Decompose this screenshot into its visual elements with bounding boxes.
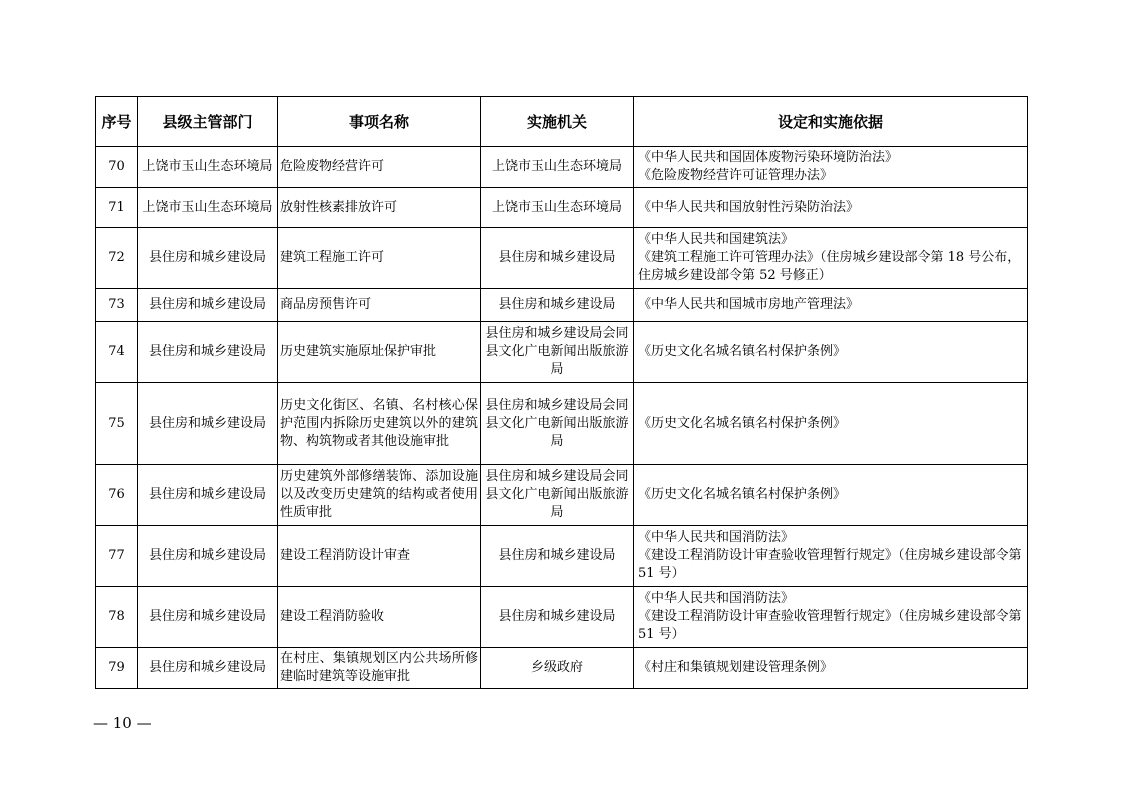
row-item: 历史建筑外部修缮装饰、添加设施以及改变历史建筑的结构或者使用性质审批 — [278, 465, 481, 526]
table-row — [96, 465, 1028, 526]
table-row — [96, 383, 1028, 465]
row-item: 建设工程消防设计审查 — [278, 526, 481, 587]
row-agency: 县住房和城乡建设局 — [481, 289, 634, 322]
row-basis — [634, 188, 1028, 228]
row-seq: 70 — [96, 147, 138, 188]
row-item: 建设工程消防验收 — [278, 587, 481, 648]
table-row — [96, 188, 1028, 228]
table-body — [96, 147, 1028, 689]
row-item: 历史建筑实施原址保护审批 — [278, 322, 481, 383]
table-row — [96, 228, 1028, 289]
row-item: 危险废物经营许可 — [278, 147, 481, 188]
header-basis: 设定和实施依据 — [634, 97, 1028, 147]
table-row — [96, 526, 1028, 587]
table-row — [96, 322, 1028, 383]
basis-line: 《历史文化名城名镇名村保护条例》 — [638, 415, 847, 431]
basis-line: 《中华人民共和国消防法》 — [638, 591, 795, 606]
header-agency: 实施机关 — [481, 97, 634, 147]
row-agency: 县住房和城乡建设局会同县文化广电新闻出版旅游局 — [481, 322, 634, 383]
row-agency: 乡级政府 — [481, 648, 634, 689]
row-agency: 县住房和城乡建设局 — [481, 228, 634, 289]
row-dept: 县住房和城乡建设局 — [138, 587, 278, 648]
row-basis — [634, 648, 1028, 689]
table-row — [96, 289, 1028, 322]
row-seq: 72 — [96, 228, 138, 289]
basis-line: 《中华人民共和国固体废物污染环境防治法》 — [638, 150, 899, 165]
basis-line: 《中华人民共和国放射性污染防治法》 — [638, 199, 860, 215]
basis-line: 《中华人民共和国建筑法》 — [638, 232, 795, 247]
row-item: 建筑工程施工许可 — [278, 228, 481, 289]
basis-line: 《村庄和集镇规划建设管理条例》 — [638, 660, 834, 675]
row-dept: 县住房和城乡建设局 — [138, 383, 278, 465]
row-dept: 县住房和城乡建设局 — [138, 648, 278, 689]
table-row — [96, 648, 1028, 689]
row-dept: 县住房和城乡建设局 — [138, 322, 278, 383]
row-basis — [634, 465, 1028, 526]
basis-line: 《危险废物经营许可证管理办法》 — [638, 168, 834, 183]
header-seq: 序号 — [96, 97, 138, 147]
row-seq: 79 — [96, 648, 138, 689]
basis-line: 《建设工程消防设计审查验收管理暂行规定》（住房城乡建设部令第 51 号） — [638, 548, 1022, 581]
row-agency: 县住房和城乡建设局会同县文化广电新闻出版旅游局 — [481, 383, 634, 465]
row-dept: 县住房和城乡建设局 — [138, 465, 278, 526]
row-dept: 县住房和城乡建设局 — [138, 526, 278, 587]
basis-line: 《历史文化名城名镇名村保护条例》 — [638, 344, 847, 359]
row-seq: 71 — [96, 188, 138, 228]
basis-line: 《建筑工程施工许可管理办法》（住房城乡建设部令第 18 号公布，住房城乡建设部令第 52 号修正） — [638, 250, 1021, 283]
row-basis — [634, 147, 1028, 188]
row-seq: 78 — [96, 587, 138, 648]
row-seq: 73 — [96, 289, 138, 322]
row-dept: 上饶市玉山生态环境局 — [138, 147, 278, 188]
row-item: 商品房预售许可 — [278, 289, 481, 322]
row-basis — [634, 228, 1028, 289]
row-agency: 县住房和城乡建设局 — [481, 587, 634, 648]
header-dept: 县级主管部门 — [138, 97, 278, 147]
basis-line: 《历史文化名城名镇名村保护条例》 — [638, 487, 847, 502]
row-dept: 上饶市玉山生态环境局 — [138, 188, 278, 228]
row-agency: 上饶市玉山生态环境局 — [481, 188, 634, 228]
basis-line: 《中华人民共和国消防法》 — [638, 530, 795, 545]
table-row — [96, 147, 1028, 188]
row-seq: 75 — [96, 383, 138, 465]
page-number: — 10 — — [93, 714, 152, 732]
row-seq: 77 — [96, 526, 138, 587]
row-item: 放射性核素排放许可 — [278, 188, 481, 228]
table-header-row — [96, 97, 1028, 147]
row-basis — [634, 289, 1028, 322]
header-item: 事项名称 — [278, 97, 481, 147]
row-agency: 县住房和城乡建设局 — [481, 526, 634, 587]
row-dept: 县住房和城乡建设局 — [138, 228, 278, 289]
row-basis — [634, 587, 1028, 648]
document-table — [95, 96, 1028, 689]
row-agency: 上饶市玉山生态环境局 — [481, 147, 634, 188]
basis-line: 《中华人民共和国城市房地产管理法》 — [638, 297, 860, 312]
row-agency: 县住房和城乡建设局会同县文化广电新闻出版旅游局 — [481, 465, 634, 526]
row-seq: 74 — [96, 322, 138, 383]
row-dept: 县住房和城乡建设局 — [138, 289, 278, 322]
basis-line: 《建设工程消防设计审查验收管理暂行规定》（住房城乡建设部令第 51 号） — [638, 609, 1022, 642]
row-basis — [634, 526, 1028, 587]
row-seq: 76 — [96, 465, 138, 526]
row-basis — [634, 383, 1028, 465]
row-item: 在村庄、集镇规划区内公共场所修建临时建筑等设施审批 — [278, 648, 481, 689]
row-basis — [634, 322, 1028, 383]
row-item: 历史文化街区、名镇、名村核心保护范围内拆除历史建筑以外的建筑物、构筑物或者其他设施审批 — [278, 383, 481, 465]
table-row — [96, 587, 1028, 648]
